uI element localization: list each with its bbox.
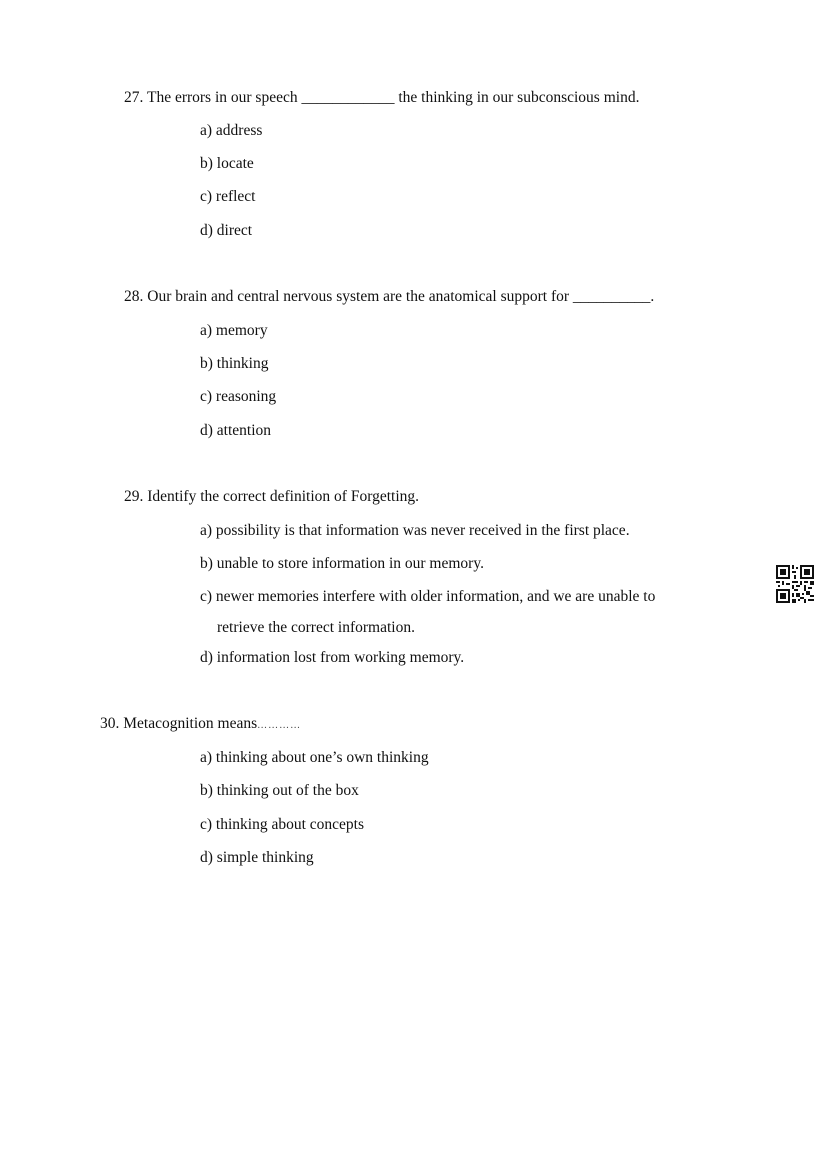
question-30-text: [100, 714, 301, 736]
question-27-option-d: d) direct: [200, 222, 253, 239]
question-28-option-c: c) reasoning: [200, 388, 277, 405]
question-29-option-c: c) newer memories interfere with older information, and we are unable to: [200, 588, 656, 605]
question-29-option-d: d) information lost from working memory.: [200, 649, 465, 666]
question-30-label: 30. Metacognition means: [100, 715, 258, 732]
qr-code-icon: [776, 565, 814, 603]
question-29-option-b: b) unable to store information in our memory.: [200, 555, 484, 572]
question-29-option-a: a) possibility is that information was never received in the first place.: [200, 522, 630, 539]
question-28-option-b: b) thinking: [200, 355, 269, 372]
question-30-option-c: c) thinking about concepts: [200, 816, 364, 833]
question-27-text: 27. The errors in our speech ____________ the thinking in our subconscious mind.: [124, 89, 640, 106]
question-28-option-d: d) attention: [200, 422, 272, 439]
question-30-blank-dots: …………: [257, 720, 302, 731]
question-29-text: 29. Identify the correct definition of Forgetting.: [124, 488, 419, 505]
question-27-option-b: b) locate: [200, 155, 254, 172]
question-28-text: 28. Our brain and central nervous system are the anatomical support for __________.: [124, 288, 655, 305]
question-30-option-d: d) simple thinking: [200, 849, 314, 866]
question-27-option-c: c) reflect: [200, 188, 256, 205]
question-30-option-a: a) thinking about one’s own thinking: [200, 749, 429, 766]
question-28-option-a: a) memory: [200, 322, 268, 339]
question-29-option-c-continuation: retrieve the correct information.: [217, 619, 415, 636]
question-27-option-a: a) address: [200, 122, 263, 139]
question-30-option-b: b) thinking out of the box: [200, 782, 359, 799]
